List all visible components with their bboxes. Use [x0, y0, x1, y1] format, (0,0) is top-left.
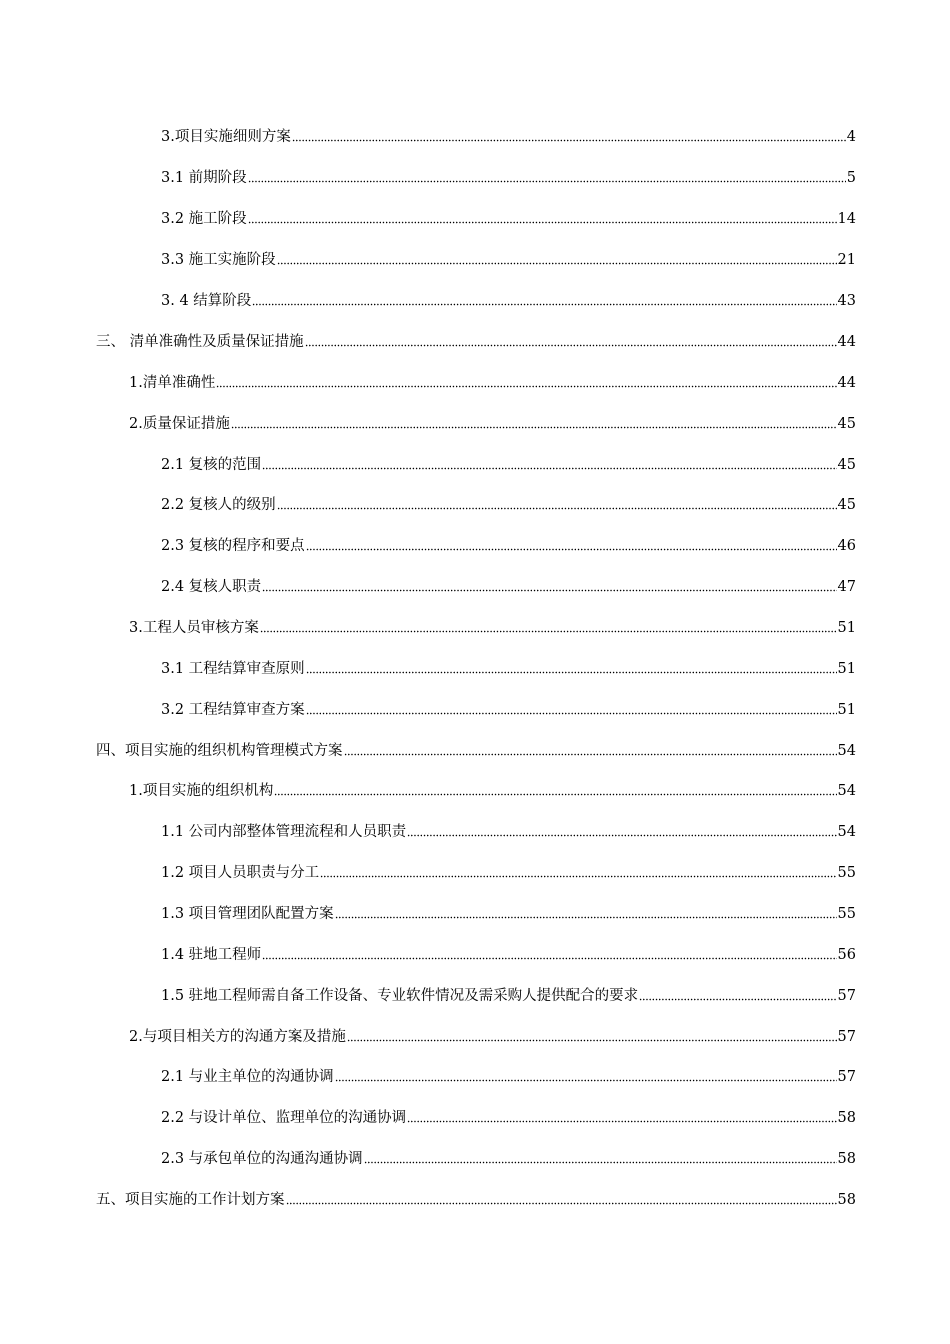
toc-entry-page: 51 [837, 620, 856, 636]
toc-entry-title: 2.2 与设计单位、监理单位的沟通协调 [161, 1110, 407, 1126]
toc-entry-title: 2.1 与业主单位的沟通协调 [161, 1069, 334, 1085]
toc-entry-page: 5 [846, 170, 856, 186]
dot-leader [344, 752, 837, 757]
toc-entry-title: 三、 清单准确性及质量保证措施 [96, 334, 304, 350]
toc-entry-page: 45 [837, 457, 856, 473]
dot-leader [306, 670, 837, 675]
toc-entry-title: 四、项目实施的组织机构管理模式方案 [96, 743, 343, 759]
toc-entry[interactable] [161, 1108, 856, 1128]
toc-entry-page: 58 [837, 1151, 856, 1167]
toc-entry[interactable] [161, 127, 856, 147]
toc-entry-title: 2.3 复核的程序和要点 [161, 538, 305, 554]
toc-entry-page: 57 [837, 1029, 856, 1045]
toc-entry[interactable] [161, 659, 856, 679]
toc-entry-page: 44 [837, 334, 856, 350]
dot-leader [274, 792, 836, 797]
dot-leader [347, 1038, 837, 1043]
toc-entry[interactable] [161, 1067, 856, 1087]
dot-leader [277, 261, 837, 266]
dot-leader [231, 425, 837, 430]
toc-entry[interactable] [96, 332, 856, 352]
toc-entry[interactable] [129, 1027, 856, 1047]
toc-entry[interactable] [161, 700, 856, 720]
toc-entry[interactable] [161, 863, 856, 883]
dot-leader [252, 302, 836, 307]
dot-leader [248, 220, 837, 225]
toc-entry-title: 1.清单准确性 [129, 375, 216, 391]
toc-entry-title: 2.2 复核人的级别 [161, 497, 276, 513]
toc-entry-page: 55 [837, 865, 856, 881]
dot-leader [305, 343, 837, 348]
toc-entry-page: 57 [837, 988, 856, 1004]
toc-entry-title: 3.2 施工阶段 [161, 211, 247, 227]
toc-entry-page: 58 [837, 1110, 856, 1126]
toc-entry-title: 1.2 项目人员职责与分工 [161, 865, 320, 881]
dot-leader [216, 384, 836, 389]
dot-leader [260, 629, 837, 634]
toc-entry[interactable] [161, 168, 856, 188]
toc-entry-page: 46 [837, 538, 856, 554]
toc-entry-page: 54 [837, 783, 856, 799]
toc-entry-page: 45 [837, 416, 856, 432]
toc-entry[interactable] [129, 414, 856, 434]
toc-entry[interactable] [161, 536, 856, 556]
toc-entry-title: 2.3 与承包单位的沟通沟通协调 [161, 1151, 363, 1167]
toc-entry[interactable] [161, 904, 856, 924]
toc-entry-page: 51 [837, 702, 856, 718]
toc-entry-title: 2.与项目相关方的沟通方案及措施 [129, 1029, 346, 1045]
toc-entry-title: 1.5 驻地工程师需自备工作设备、专业软件情况及需采购人提供配合的要求 [161, 988, 639, 1004]
toc-entry-page: 44 [837, 375, 856, 391]
toc-entry-title: 1.3 项目管理团队配置方案 [161, 906, 334, 922]
toc-entry[interactable] [161, 577, 856, 597]
toc-entry[interactable] [161, 945, 856, 965]
dot-leader [364, 1160, 837, 1165]
dot-leader [262, 956, 836, 961]
toc-entry-page: 57 [837, 1069, 856, 1085]
toc-entry-page: 4 [846, 129, 856, 145]
toc-entry-title: 3.工程人员审核方案 [129, 620, 259, 636]
toc-entry[interactable] [161, 209, 856, 229]
toc-entry[interactable] [161, 495, 856, 515]
toc-entry-title: 3.项目实施细则方案 [161, 129, 291, 145]
toc-entry-page: 43 [837, 293, 856, 309]
toc-entry-page: 54 [837, 824, 856, 840]
toc-entry-page: 54 [837, 743, 856, 759]
toc-entry[interactable] [161, 822, 856, 842]
dot-leader [292, 138, 846, 143]
toc-entry[interactable] [161, 250, 856, 270]
dot-leader [262, 588, 836, 593]
toc-entry-title: 2.质量保证措施 [129, 416, 230, 432]
toc-entry[interactable] [129, 618, 856, 638]
dot-leader [407, 833, 836, 838]
toc-entry[interactable] [161, 986, 856, 1006]
dot-leader [277, 506, 837, 511]
dot-leader [639, 997, 836, 1002]
toc-entry-page: 21 [837, 252, 856, 268]
toc-entry-title: 五、项目实施的工作计划方案 [96, 1192, 285, 1208]
toc-entry[interactable] [161, 455, 856, 475]
toc-entry-title: 1.项目实施的组织机构 [129, 783, 274, 799]
toc-entry-page: 45 [837, 497, 856, 513]
toc-entry-title: 2.4 复核人职责 [161, 579, 262, 595]
toc-entry-page: 56 [837, 947, 856, 963]
dot-leader [320, 874, 836, 879]
dot-leader [335, 1078, 837, 1083]
toc-entry-page: 14 [837, 211, 856, 227]
toc-entry[interactable] [96, 1190, 856, 1210]
toc-entry-page: 47 [837, 579, 856, 595]
toc-entry-page: 51 [837, 661, 856, 677]
dot-leader [248, 179, 846, 184]
dot-leader [306, 547, 837, 552]
toc-entry-title: 3.3 施工实施阶段 [161, 252, 276, 268]
toc-entry-title: 2.1 复核的范围 [161, 457, 262, 473]
toc-entry-page: 58 [837, 1192, 856, 1208]
dot-leader [335, 915, 837, 920]
dot-leader [407, 1119, 836, 1124]
toc-entry[interactable] [129, 373, 856, 393]
toc-entry-title: 1.1 公司内部整体管理流程和人员职责 [161, 824, 407, 840]
toc-entry[interactable] [161, 1149, 856, 1169]
dot-leader [306, 711, 837, 716]
toc-entry-title: 3.2 工程结算审查方案 [161, 702, 305, 718]
dot-leader [262, 466, 836, 471]
toc-entry-title: 3.1 前期阶段 [161, 170, 247, 186]
toc-entry[interactable] [161, 291, 856, 311]
dot-leader [286, 1201, 837, 1206]
toc-entry-title: 3.1 工程结算审查原则 [161, 661, 305, 677]
toc-entry-title: 3. 4 结算阶段 [161, 293, 252, 309]
toc-entry-page: 55 [837, 906, 856, 922]
toc-entry-title: 1.4 驻地工程师 [161, 947, 262, 963]
toc-entry[interactable] [129, 781, 856, 801]
toc-entry[interactable] [96, 741, 856, 761]
